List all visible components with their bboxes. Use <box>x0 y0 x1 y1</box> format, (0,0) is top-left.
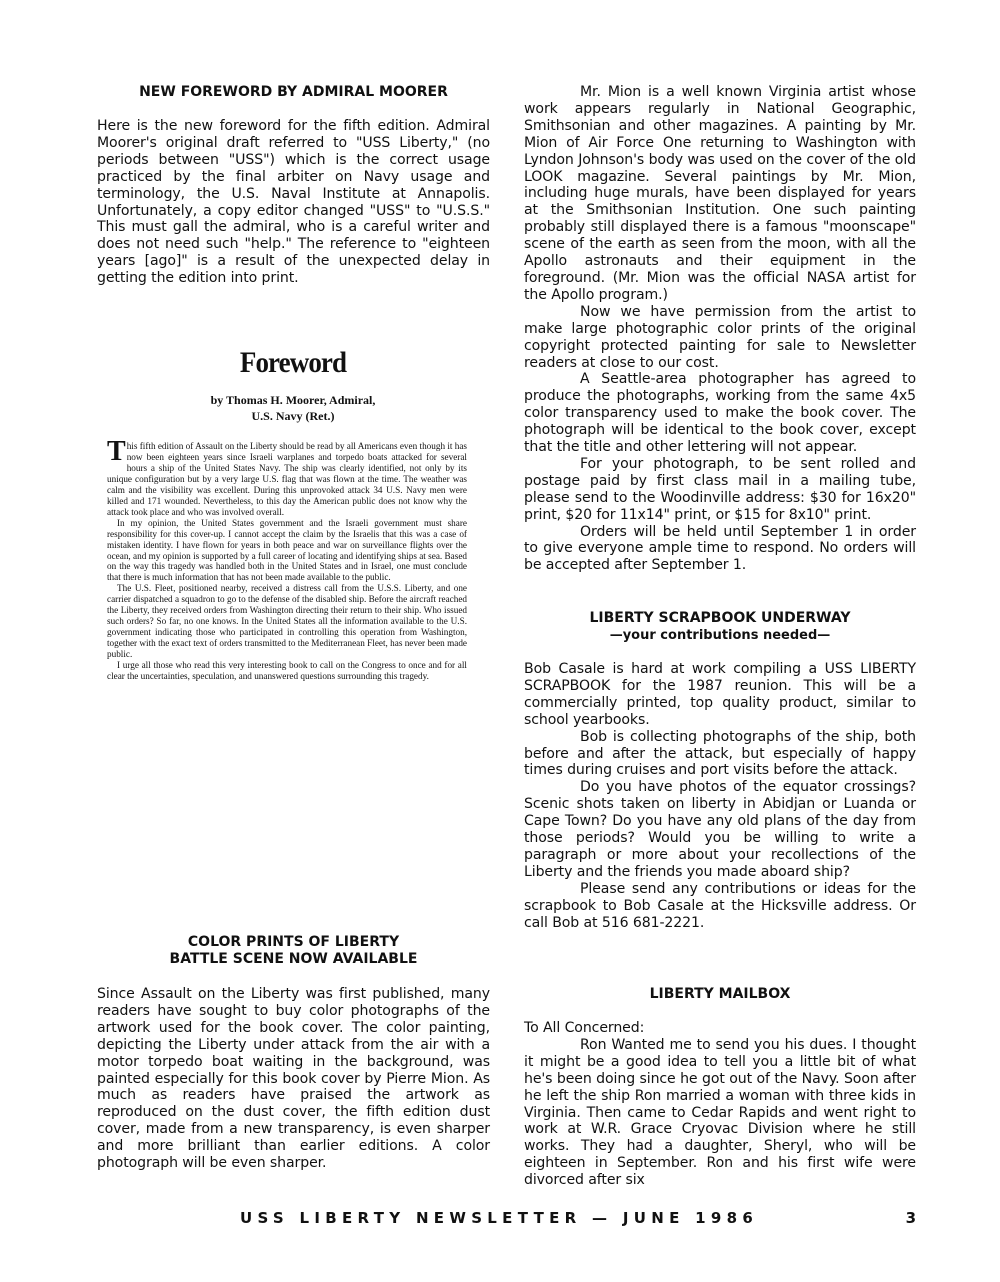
prints-heading-line-2: BATTLE SCENE NOW AVAILABLE <box>169 951 418 967</box>
page-footer <box>240 1209 916 1227</box>
prints-heading-line-1: COLOR PRINTS OF LIBERTY <box>187 934 400 950</box>
scrapbook-heading: LIBERTY SCRAPBOOK UNDERWAY <box>589 610 851 626</box>
mailbox-heading: LIBERTY MAILBOX <box>649 986 791 1002</box>
foreword-title: Foreword <box>239 346 347 379</box>
foreword-paragraph-2: In my opinion, the United States government and the Israeli government must share responsibility for this cover-up. I cannot accept the claim by the Israelis that this was a case of mistaken identity. I have flown for years in both peace and war on surveillance flights over the ocean, and my opinion is supported by a full career of locating and identifying ships at sea. Based on the way this tragedy was handled both in the United States and in Israel, one must conclude that there is much information that has not been made available to the public. <box>107 517 467 583</box>
mion-paragraph-1: Mr. Mion is a well known Virginia artist whose work appears regularly in National Geographic, Smithsonian and other magazines. A painting by Mr. Mion of Air Force One returning to Washington with Lyndon Johnson's body was used on the cover of the old LOOK magazine. Several paintings by Mr. Mion, including huge murals, have been displayed for years at the Smithsonian Institution. One such painting probably still displayed there is a famous "moonscape" scene of the earth as seen from the moon, with all the Apollo astronauts and their equipment in the foreground. (Mr. Mion was the official NASA artist for the Apollo program.) <box>524 84 916 303</box>
scrapbook-paragraph-2: Bob is collecting photographs of the ship, both before and after the attack, but especially of happy times during cruises and port visits before the attack. <box>524 728 916 779</box>
foreword-paragraph-3: The U.S. Fleet, positioned nearby, received a distress call from the U.S.S. Liberty, and one carrier dispatched a squadron to go to the defense of the disabled ship. Before the aircraft reached the Liberty, they received orders from Washington directing their return to their ship. Who issued such orders? So far, no one knows. In the United States all the information available to the U.S. government indicating those who participated in controlling this operation from Washington, together with the exact text of orders transmitted to the Mediterranean Fleet, has never been made public. <box>107 583 467 660</box>
moorer-article <box>97 118 490 287</box>
prints-article <box>97 986 490 1172</box>
moorer-heading: NEW FOREWORD BY ADMIRAL MOORER <box>139 84 448 100</box>
foreword-paragraph-4: I urge all those who read this very interesting book to call on the Congress to once and for all clear the uncertainties, speculation, and unanswered questions surrounding this tragedy. <box>107 660 467 682</box>
scrapbook-paragraph-3: Do you have photos of the equator crossings? Scenic shots taken on liberty in Abidjan or Luanda or Cape Town? Do you have any old plans of the day from those periods? Would you be willing to write a paragraph or more about your recollections of the Liberty and the friends you made aboard ship? <box>524 779 916 880</box>
foreword-byline-1: by Thomas H. Moorer, Admiral, <box>210 393 376 407</box>
mion-paragraph-5: Orders will be held until September 1 in order to give everyone ample time to respond. No orders will be accepted after September 1. <box>524 523 916 574</box>
drop-cap: T <box>107 436 126 467</box>
mion-paragraph-2: Now we have permission from the artist to make large photographic color prints of the original copyright protected painting for sale to Newsletter readers at close to our cost. <box>524 303 916 371</box>
mion-article <box>524 84 916 574</box>
scrapbook-paragraph-4: Please send any contributions or ideas for the scrapbook to Bob Casale at the Hicksville address. Or call Bob at 516 681-2221. <box>524 880 916 931</box>
foreword-paragraph-1: This fifth edition of Assault on the Liberty should be read by all Americans even though it has now been eighteen years since Israeli warplanes and torpedo boats attacked for several hours a ship of the United States Navy. The ship was clearly identified, not only by its unique configuration but by a very large U.S. flag that was flown at the time. The weather was calm and the visibility was excellent. During this unprovoked attack 34 U.S. Navy men were killed and 171 wounded. Nevertheless, to this day the American public does not know why the attack took place and who was involved overall. <box>107 436 467 517</box>
mion-paragraph-4: For your photograph, to be sent rolled and postage paid by first class mail in a mailing tube, please send to the Woodinville address: $30 for 16x20" print, $20 for 11x14" print, or $15 for 8x10" print. <box>524 455 916 523</box>
scrapbook-article <box>524 661 916 932</box>
mailbox-article <box>524 1020 916 1189</box>
footer-title: USS LIBERTY NEWSLETTER — JUNE 1986 <box>240 1209 759 1227</box>
scrapbook-paragraph-1: Bob Casale is hard at work compiling a USS LIBERTY SCRAPBOOK for the 1987 reunion. This will be a commercially printed, top quality product, similar to school yearbooks. <box>524 661 916 728</box>
mailbox-salutation: To All Concerned: <box>524 1020 645 1036</box>
scrapbook-subheading: —your contributions needed— <box>609 628 831 643</box>
prints-body: Since Assault on the Liberty was first published, many readers have sought to buy color photographs of the artwork used for the book cover. The color painting, depicting the Liberty under attack from the air with a motor torpedo boat waiting in the background, was painted especially for this book cover by Pierre Mion. As much as readers have praised the artwork as reproduced on the dust cover, the fifth edition dust cover, made from a new transparency, is even sharper and more brilliant than earlier editions. A color photograph will be even sharper. <box>97 986 490 1172</box>
mion-paragraph-3: A Seattle-area photographer has agreed to produce the photographs, working from the same 4x5 color transparency used to make the book cover. The photograph will be identical to the book cover, except that the title and other lettering will not appear. <box>524 371 916 456</box>
page-number: 3 <box>905 1209 916 1227</box>
foreword-byline-2: U.S. Navy (Ret.) <box>251 409 335 423</box>
foreword-body <box>107 436 467 682</box>
moorer-body: Here is the new foreword for the fifth edition. Admiral Moorer's original draft referred to "USS Liberty," (no periods between "USS") which is the correct usage practiced by the final arbiter on Navy usage and terminology, the U.S. Naval Institute at Annapolis. Unfortunately, a copy editor changed "USS" to "U.S.S." This must gall the admiral, who is a careful writer and does not need such "help." The reference to "eighteen years [ago]" is a result of the unexpected delay in getting the edition into print. <box>97 118 490 287</box>
mailbox-paragraph-1: Ron Wanted me to send you his dues. I thought it might be a good idea to tell you a little bit of what he's been doing since he got out of the Navy. Soon after he left the ship Ron married a woman with three kids in Virginia. Then came to Cedar Rapids and went right to work at W.R. Grace Cryovac Division where he still works. They had a daughter, Sheryl, who will be eighteen in September. Ron and his first wife were divorced after six <box>524 1036 916 1189</box>
